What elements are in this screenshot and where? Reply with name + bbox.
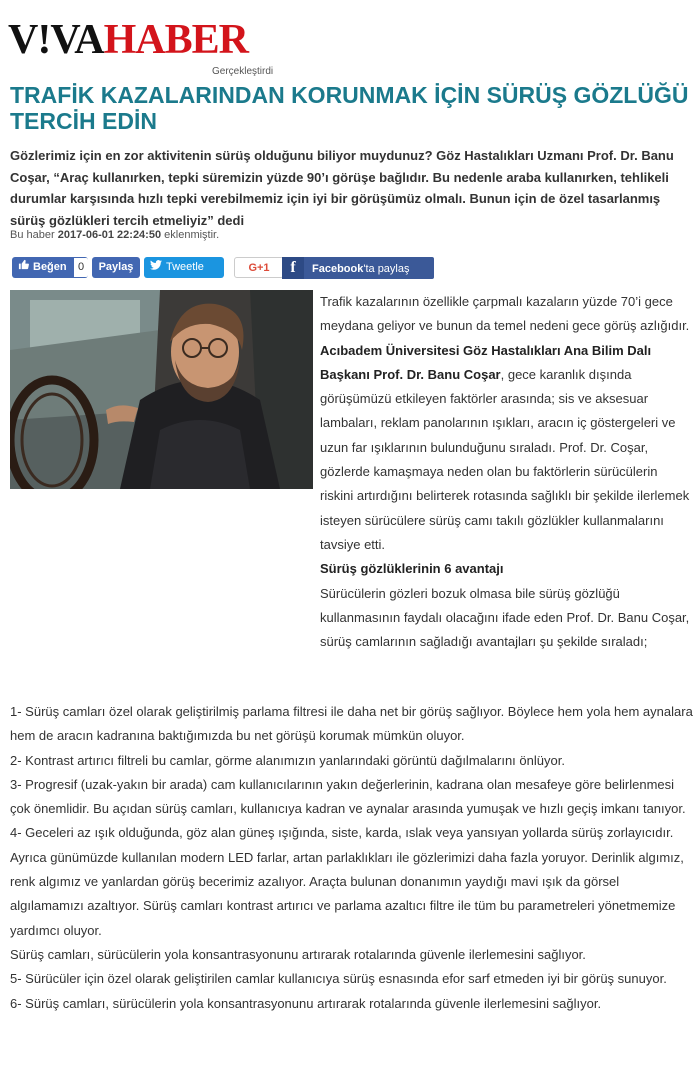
list-item: 2- Kontrast artırıcı filtreli bu camlar, görme alanımızın yanlarındaki görüntü dağılmalarını önlüyor.: [10, 752, 565, 768]
article-body-right: [320, 290, 690, 654]
article-photo: [10, 290, 313, 489]
section-subheading: Sürüş gözlüklerinin 6 avantajı: [320, 561, 504, 577]
byline-date: 2017-06-01 22:24:50: [57, 229, 162, 241]
body-paragraph-1: [320, 290, 690, 557]
logo-viva: V!VA: [8, 17, 104, 63]
list-item: 3- Progresif (uzak-yakın bir arada) cam kullanıcılarının yakın değerlerinin, kadrana olan mesafeye göre belirlenmesi çok önemlidir. Bu açıdan sürüş camları, kullanıcıya kadran ve aynalar arasında yumuşak ve hızlı geçiş imkanı tanıyor.: [10, 776, 686, 817]
tweet-label: Tweetle: [166, 261, 204, 273]
fb-share-suffix: 'ta paylaş: [363, 263, 410, 275]
facebook-f-icon: f: [282, 257, 304, 279]
list-item: 4- Geceleri az ışık olduğunda, göz alan güneş ışığında, siste, karda, ıslak veya yansıyan yollarda sürüş zorlayıcıdır. Ayrıca günümüzde kullanılan modern LED farlar, artan parlaklıkları ile gözlerimizi daha fazla yoruyor. Derinlik algımız, renk algımız ve yanlardan görüş becerimiz azalıyor. Araçta bulunan donanımın yaydığı mavi ışık da görsel algılamamızı azaltıyor. Sürüş camları kontrast artırıcı ve parlama azaltıcı filtre ile tüm bu parametreleri yönetmemize yardımcı oluyor.: [10, 825, 684, 938]
body-paragraph-2: Sürücülerin gözleri bozuk olmasa bile sürüş gözlüğü kullanmasının faydalı olacağını ifade eden Prof. Dr. Banu Coşar, sürüş camlarının sağladığı avantajları şu şekilde sıraladı;: [320, 585, 690, 650]
overlapped-caption: Gerçekleştirdi: [212, 66, 274, 77]
list-item: Sürüş camları, sürücülerin yola konsantrasyonunu artırarak rotalarında güvenle ilerlemesini sağlıyor.: [10, 946, 586, 962]
google-plus-button[interactable]: G+1: [234, 257, 284, 278]
para1-end: , gece karanlık dışında görüşümüzü etkileyen faktörler arasında; sis ve aksesuar lambaları, reklam panolarının ışıkları, aracın iç göstergeleri ve uzun far ışıklarının bulunduğunu sıraladı. Prof. Dr. Coşar, gözlerde kamaşmaya neden olan bu faktörlerin sürücülerin riskini artırdığını belirterek rotasında sağlıklı bir şekilde ilerlemek isteyen sürücülere sürüş camı takılı gözlükler kullanmalarını tavsiye etti.: [320, 366, 690, 552]
list-item: 5- Sürücüler için özel olarak geliştirilen camlar kullanıcıya sürüş esnasında efor sarf etmeden iyi bir görüş sunuyor.: [10, 971, 667, 987]
like-count: 0: [74, 258, 88, 277]
facebook-like-button[interactable]: [12, 257, 88, 278]
para1-start: Trafik kazalarının özellikle çarpmalı kazaların yüzde 70’i gece meydana geliyor ve bunun da temel nedeni gece görüş azlığıdır.: [320, 294, 690, 334]
advantages-list: [10, 700, 694, 1016]
like-label: Beğen: [33, 261, 67, 273]
byline-suffix: eklenmiştir.: [164, 229, 220, 241]
twitter-bird-icon: [150, 257, 162, 278]
driver-photo-illustration: [10, 290, 313, 489]
article-title: TRAFİK KAZALARINDAN KORUNMAK İÇİN SÜRÜŞ GÖZLÜĞÜ TERCİH EDİN: [10, 82, 689, 134]
thumbs-up-icon: [18, 257, 29, 278]
article-byline: [10, 229, 219, 241]
list-item: 1- Sürüş camları özel olarak geliştirilmiş parlama filtresi ile daha net bir görüş sağlıyor. Böylece hem yola hem aynalara hem de aracın kadranına baktığımızda bu net görüşü korumak mümkün oluyor.: [10, 704, 693, 744]
tweet-button[interactable]: [144, 257, 224, 278]
fb-share-prefix: Facebook: [312, 263, 364, 275]
byline-prefix: Bu haber: [10, 229, 55, 241]
list-item: 6- Sürüş camları, sürücülerin yola konsantrasyonunu artırarak rotalarında güvenle ilerlemesini sağlıyor.: [10, 995, 602, 1011]
article-lead: Gözlerimiz için en zor aktivitenin sürüş olduğunu biliyor muydunuz? Göz Hastalıkları Uzmanı Prof. Dr. Banu Coşar, “Araç kullanırken, tepki süremizin yüzde 90’ı görüşe bağlıdır. Bu nedenle araba kullanırken, tehlikeli durumlar karşısında hızlı tepki verebilmemiz için iyi bir görüşümüz olmalı. Bunun için de özel tasarlanmış sürüş gözlükleri tercih etmeliyiz” dedi: [10, 148, 674, 228]
para1-bold: Acıbadem Üniversitesi Göz Hastalıkları Ana Bilim Dalı Başkanı Prof. Dr. Banu Coşar: [320, 342, 652, 382]
site-logo[interactable]: [8, 16, 248, 64]
facebook-share-wide-button[interactable]: [282, 257, 434, 279]
logo-haber: HABER: [103, 17, 248, 63]
facebook-share-button[interactable]: Paylaş: [92, 257, 140, 278]
